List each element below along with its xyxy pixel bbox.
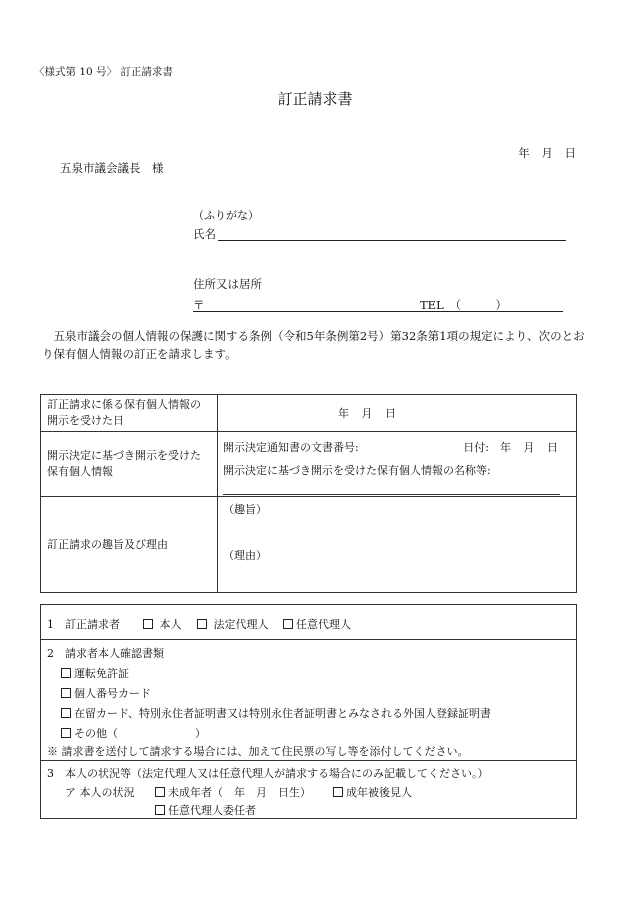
document-title: 訂正請求書 — [277, 90, 353, 108]
name-label: 氏名 — [193, 227, 216, 241]
table-row — [41, 497, 577, 593]
postal-mark: 〒 — [193, 298, 205, 312]
section2-label: 2 請求者本人確認書類 — [47, 647, 164, 660]
intro-text: 五泉市議会の個人情報の保護に関する条例（令和5年条例第2号）第32条第1項の規定により、次のとおり保有個人情報の訂正を請求します。 — [42, 329, 585, 361]
furigana-label: （ふりがな） — [193, 209, 259, 222]
gist-label: （趣旨） — [223, 503, 267, 516]
option-voluntary-agent[interactable]: 任意代理人 — [281, 616, 351, 632]
address-label: 住所又は居所 — [193, 277, 262, 291]
requester-box — [40, 604, 577, 819]
section-id-documents — [41, 639, 576, 761]
checkbox-icon — [61, 668, 71, 678]
option-adult-ward[interactable]: 成年被後見人 — [331, 784, 412, 800]
notice-date-field[interactable]: 日付: 年 月 日 — [463, 441, 558, 454]
disclosure-date-label: 訂正請求に係る保有個人情報の開示を受けた日 — [41, 395, 218, 432]
option-minor[interactable]: 未成年者（ 年 月 日生） — [153, 784, 311, 800]
doc-other[interactable]: その他（ ） — [59, 725, 206, 741]
reason-label: （理由） — [223, 549, 267, 562]
purpose-reason-label: 訂正請求の趣旨及び理由 — [41, 497, 218, 593]
address-field[interactable] — [193, 311, 563, 312]
section-person-status — [41, 760, 576, 818]
table-row — [41, 395, 577, 432]
tel-label: TEL （ ） — [420, 298, 507, 312]
request-table — [40, 394, 577, 593]
section2-note: ※ 請求書を送付して請求する場合には、加えて住民票の写し等を添付してください。 — [47, 745, 469, 758]
disclosed-info-cell — [218, 432, 577, 497]
checkbox-icon — [155, 805, 165, 815]
section3-label: 3 本人の状況等（法定代理人又は任意代理人が請求する場合にのみ記載してください。） — [47, 767, 489, 780]
info-name-label: 開示決定に基づき開示を受けた保有個人情報の名称等: — [223, 464, 491, 477]
section1-label: 1 訂正請求者 — [47, 618, 120, 631]
option-legal-agent[interactable]: 法定代理人 — [195, 616, 269, 632]
info-name-field[interactable] — [223, 494, 560, 495]
checkbox-icon — [61, 728, 71, 738]
checkbox-icon — [61, 688, 71, 698]
status-sublabel: ア 本人の状況 — [65, 786, 135, 799]
doc-residence-card[interactable]: 在留カード、特別永住者証明書又は特別永住者証明書とみなされる外国人登録証明書 — [59, 705, 491, 721]
table-row — [41, 432, 577, 497]
doc-drivers-license[interactable]: 運転免許証 — [59, 665, 129, 681]
form-number: 〈様式第 10 号〉 訂正請求書 — [34, 66, 173, 78]
notice-number-label: 開示決定通知書の文書番号: — [223, 441, 359, 454]
checkbox-icon — [283, 619, 293, 629]
checkbox-icon — [333, 787, 343, 797]
submission-date[interactable]: 年 月 日 — [518, 146, 576, 160]
doc-my-number-card[interactable]: 個人番号カード — [59, 685, 151, 701]
option-self[interactable]: 本人 — [141, 616, 182, 632]
disclosure-date-field[interactable]: 年 月 日 — [218, 395, 577, 432]
addressee: 五泉市議会議長 様 — [60, 161, 164, 175]
checkbox-icon — [197, 619, 207, 629]
name-field[interactable] — [218, 240, 566, 241]
option-delegator[interactable]: 任意代理人委任者 — [153, 802, 256, 818]
checkbox-icon — [143, 619, 153, 629]
disclosed-info-label: 開示決定に基づき開示を受けた保有個人情報 — [41, 432, 218, 497]
checkbox-icon — [61, 708, 71, 718]
purpose-reason-field[interactable] — [218, 497, 577, 593]
checkbox-icon — [155, 787, 165, 797]
section-requester — [41, 605, 576, 640]
